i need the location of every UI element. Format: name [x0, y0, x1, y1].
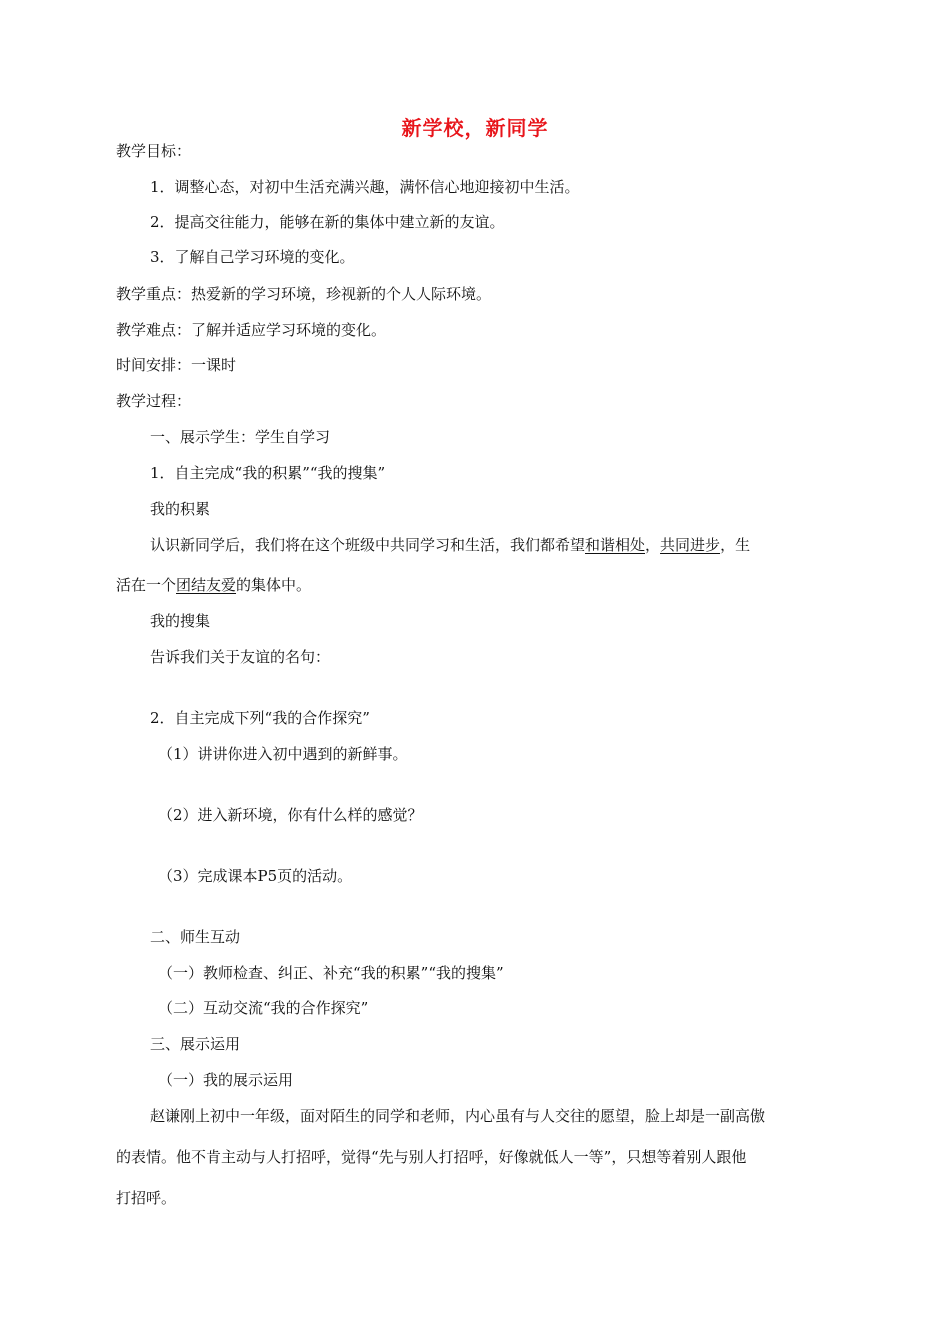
- section1-heading: 一、展示学生：学生自学习: [150, 428, 331, 446]
- accum-text: 的集体中。: [236, 576, 312, 594]
- goal-item-1: 1．调整心态，对初中生活充满兴趣，满怀信心地迎接初中生活。: [150, 178, 580, 196]
- collection-text: 告诉我们关于友谊的名句：: [150, 648, 331, 666]
- goal-item-3: 3．了解自己学习环境的变化。: [150, 248, 355, 266]
- section2-heading: 二、师生互动: [150, 928, 241, 946]
- schedule: 时间安排：一课时: [116, 356, 237, 374]
- section3-heading: 三、展示运用: [150, 1035, 241, 1053]
- section1-item-2: 2．自主完成下列“我的合作探究”: [150, 709, 370, 727]
- underlined-answer-3: 团结友爱: [176, 576, 237, 594]
- document-title: 新学校，新同学: [401, 116, 549, 140]
- accum-text: ，: [645, 536, 661, 554]
- case-paragraph-line-3: 打招呼。: [116, 1189, 177, 1207]
- accum-text: 认识新同学后，我们将在这个班级中共同学习和生活，我们都希望: [150, 536, 586, 554]
- collection-heading: 我的搜集: [150, 612, 211, 630]
- underlined-answer-2: 共同进步: [660, 536, 721, 554]
- goal-item-2: 2．提高交往能力，能够在新的集体中建立新的友谊。: [150, 213, 505, 231]
- process-heading: 教学过程：: [116, 392, 192, 410]
- section2-item-b: （二）互动交流“我的合作探究”: [158, 999, 369, 1017]
- accumulation-text-line-1: [150, 535, 750, 555]
- question-3: （3）完成课本P5页的活动。: [158, 867, 353, 885]
- difficulty: 教学难点：了解并适应学习环境的变化。: [116, 321, 387, 339]
- section1-item-1: 1．自主完成“我的积累”“我的搜集”: [150, 464, 386, 482]
- question-1: （1）讲讲你进入初中遇到的新鲜事。: [158, 745, 408, 763]
- case-paragraph-line-1: 赵谦刚上初中一年级，面对陌生的同学和老师，内心虽有与人交往的愿望，脸上却是一副高傲: [150, 1107, 766, 1125]
- question-2: （2）进入新环境，你有什么样的感觉？: [158, 806, 423, 824]
- underlined-answer-1: 和谐相处: [585, 536, 646, 554]
- key-point: 教学重点：热爱新的学习环境，珍视新的个人人际环境。: [116, 285, 492, 303]
- section3-item-a: （一）我的展示运用: [158, 1071, 294, 1089]
- accumulation-heading: 我的积累: [150, 500, 211, 518]
- accumulation-text-line-2: [116, 575, 311, 595]
- accum-text: 活在一个: [116, 576, 177, 594]
- goals-heading: 教学目标：: [116, 142, 192, 160]
- section2-item-a: （一）教师检查、纠正、补充“我的积累”“我的搜集”: [158, 964, 504, 982]
- accum-text: ，生: [720, 536, 751, 554]
- case-paragraph-line-2: 的表情。他不肯主动与人打招呼，觉得“先与别人打招呼，好像就低人一等”，只想等着别人跟他: [116, 1148, 747, 1166]
